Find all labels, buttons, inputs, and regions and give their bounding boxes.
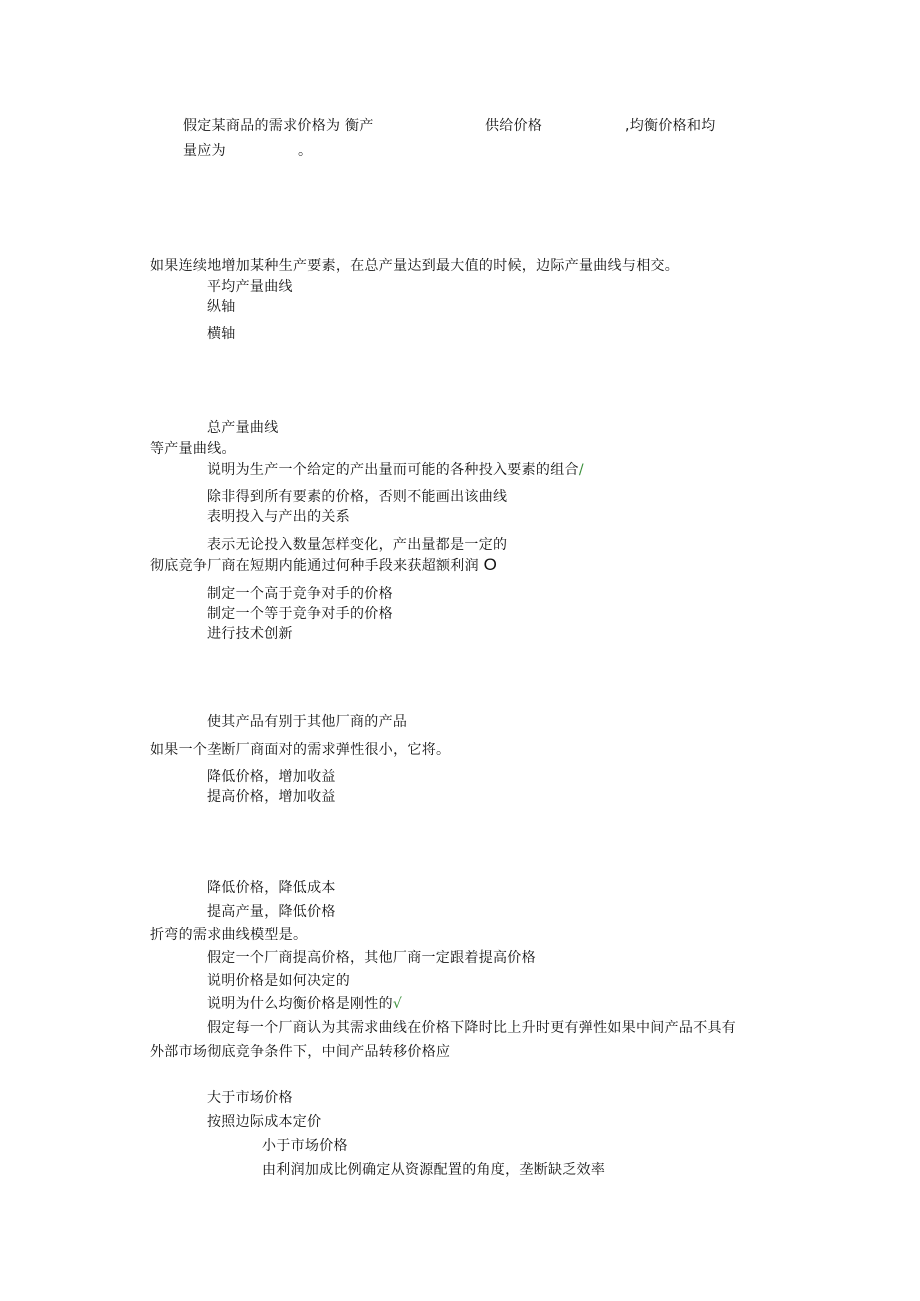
q5-stem: 如果一个垄断厂商面对的需求弹性很小，它将。 (150, 742, 451, 758)
q5-option-4: 提高产量，降低价格 (207, 904, 336, 920)
q3-option-1-text: 说明为生产一个给定的产出量而可能的各种投入要素的组合 (207, 462, 579, 478)
q1-part3: ,均衡价格和均 (625, 118, 716, 134)
q6-option-4-continued: 外部市场彻底竞争条件下，中间产品转移价格应 (150, 1044, 451, 1060)
q2-option-1: 平均产量曲线 (207, 279, 293, 295)
q2-option-3: 横轴 (207, 326, 236, 342)
q2-option-2: 纵轴 (207, 299, 236, 315)
q5-option-1: 降低价格，增加收益 (207, 769, 336, 785)
q7-option-1: 大于市场价格 (207, 1090, 293, 1106)
q6-stem: 折弯的需求曲线模型是。 (150, 927, 308, 943)
q2-option-4: 总产量曲线 (207, 420, 279, 436)
q6-option-3-text: 说明为什么均衡价格是刚性的 (207, 996, 393, 1012)
q5-option-2: 提高价格，增加收益 (207, 789, 336, 805)
q4-stem-text: 彻底竞争厂商在短期内能通过何种手段来获超额利润 (150, 558, 479, 574)
q4-stem (150, 555, 497, 576)
q6-option-4: 假定每一个厂商认为其需求曲线在价格下降时比上升时更有弹性如果中间产品不具有 (207, 1020, 737, 1036)
q1-line2b: 。 (298, 143, 313, 159)
q7-option-2: 按照边际成本定价 (207, 1114, 322, 1130)
q7-option-4: 由利润加成比例确定从资源配置的角度，垄断缺乏效率 (262, 1162, 606, 1178)
q4-option-3: 进行技术创新 (207, 626, 293, 642)
q3-option-1-mark: / (578, 462, 584, 478)
q6-option-3 (207, 994, 402, 1014)
q4-option-2: 制定一个等于竞争对手的价格 (207, 606, 393, 622)
q4-stem-mark: O (483, 555, 498, 574)
q1-part1: 假定某商品的需求价格为 衡产 (183, 118, 374, 134)
q6-option-1: 假定一个厂商提高价格，其他厂商一定跟着提高价格 (207, 950, 536, 966)
q4-option-4: 使其产品有别于其他厂商的产品 (207, 714, 408, 730)
q6-option-2: 说明价格是如何决定的 (207, 973, 350, 989)
q7-option-3: 小于市场价格 (262, 1138, 348, 1154)
q1-line2a: 量应为 (183, 143, 226, 159)
q3-stem: 等产量曲线。 (150, 441, 236, 457)
q3-option-4: 表示无论投入数量怎样变化，产出量都是一定的 (207, 537, 508, 553)
q1-part2: 供给价格 (485, 118, 543, 134)
q4-option-1: 制定一个高于竞争对手的价格 (207, 586, 393, 602)
q6-option-3-mark: √ (392, 996, 403, 1012)
q3-option-1 (207, 460, 584, 480)
q5-option-3: 降低价格，降低成本 (207, 880, 336, 896)
q3-option-2: 除非得到所有要素的价格，否则不能画出该曲线 (207, 489, 508, 505)
q3-option-3: 表明投入与产出的关系 (207, 509, 350, 525)
q2-stem: 如果连续地增加某种生产要素，在总产量达到最大值的时候，边际产量曲线与相交。 (150, 258, 680, 274)
